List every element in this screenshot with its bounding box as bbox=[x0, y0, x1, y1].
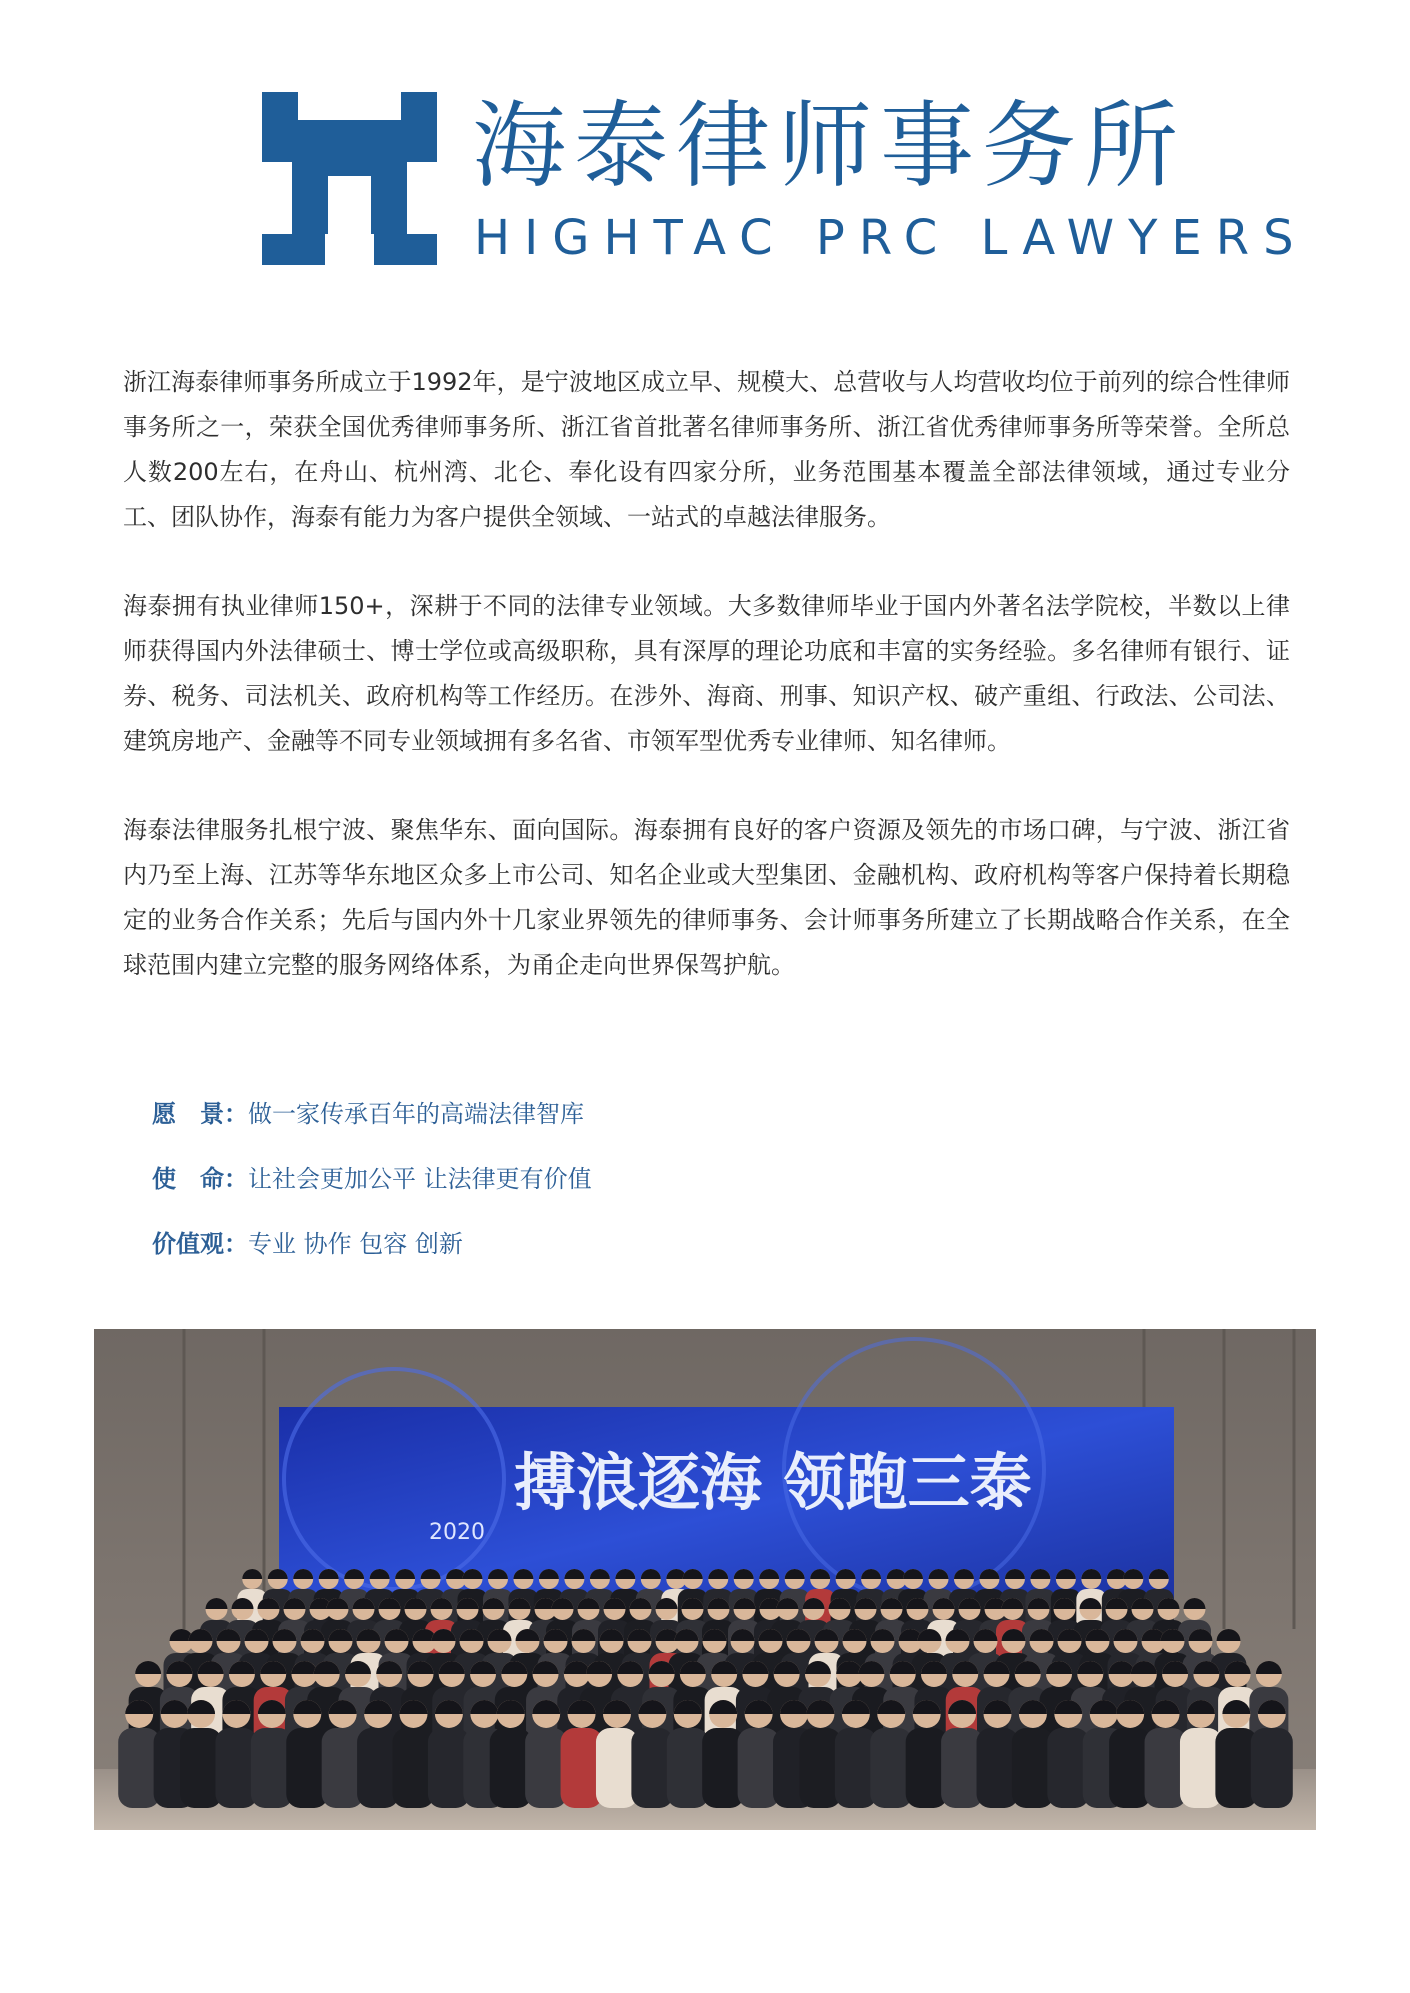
banner-slogan: 搏浪逐海 领跑三泰 bbox=[514, 1446, 1032, 1519]
firm-name-english: HIGHTAC PRC LAWYERS bbox=[474, 210, 1308, 266]
firm-logo bbox=[262, 92, 1308, 272]
vision-row bbox=[152, 1090, 592, 1155]
core-values-label: 价值观： bbox=[152, 1230, 248, 1258]
mission-label: 使 命： bbox=[152, 1165, 248, 1193]
firm-emblem-icon bbox=[262, 92, 437, 265]
firm-name-chinese: 海泰律师事务所 bbox=[472, 92, 1187, 201]
vision-text: 做一家传承百年的高端法律智库 bbox=[248, 1100, 584, 1128]
mission-text: 让社会更加公平 让法律更有价值 bbox=[248, 1165, 592, 1193]
intro-paragraph-1: 浙江海泰律师事务所成立于1992年，是宁波地区成立早、规模大、总营收与人均营收均位于前列的综合性律师事务所之一，荣获全国优秀律师事务所、浙江省首批著名律师事务所、浙江省优秀律师事务所等荣誉。全所总人数200左右，在舟山、杭州湾、北仑、奉化设有四家分所，业务范围基本覆盖全部法律领域，通过专业分工、团队协作，海泰有能力为客户提供全领域、一站式的卓越法律服务。 bbox=[123, 368, 1290, 531]
core-values-text: 专业 协作 包容 创新 bbox=[248, 1230, 463, 1258]
intro-paragraph-2: 海泰拥有执业律师150+，深耕于不同的法律专业领域。大多数律师毕业于国内外著名法学院校，半数以上律师获得国内外法律硕士、博士学位或高级职称，具有深厚的理论功底和丰富的实务经验。多名律师有银行、证券、税务、司法机关、政府机构等工作经历。在涉外、海商、刑事、知识产权、破产重组、行政法、公司法、建筑房地产、金融等不同专业领域拥有多名省、市领军型优秀专业律师、知名律师。 bbox=[123, 592, 1290, 755]
values-section bbox=[152, 1090, 592, 1285]
vision-label: 愿 景： bbox=[152, 1100, 248, 1128]
banner-year: 2020 bbox=[429, 1520, 485, 1545]
person-body bbox=[1251, 1728, 1293, 1808]
core-values-row bbox=[152, 1220, 592, 1285]
intro-paragraph-3: 海泰法律服务扎根宁波、聚焦华东、面向国际。海泰拥有良好的客户资源及领先的市场口碑，与宁波、浙江省内乃至上海、江苏等华东地区众多上市公司、知名企业或大型集团、金融机构、政府机构等客户保持着长期稳定的业务合作关系；先后与国内外十几家业界领先的律师事务、会计师事务所建立了长期战略合作关系，在全球范围内建立完整的服务网络体系，为甬企走向世界保驾护航。 bbox=[123, 816, 1290, 979]
intro-section bbox=[123, 360, 1290, 1032]
group-photo-illustration bbox=[94, 1329, 1316, 1830]
group-photo bbox=[94, 1329, 1316, 1830]
mission-row bbox=[152, 1155, 592, 1220]
